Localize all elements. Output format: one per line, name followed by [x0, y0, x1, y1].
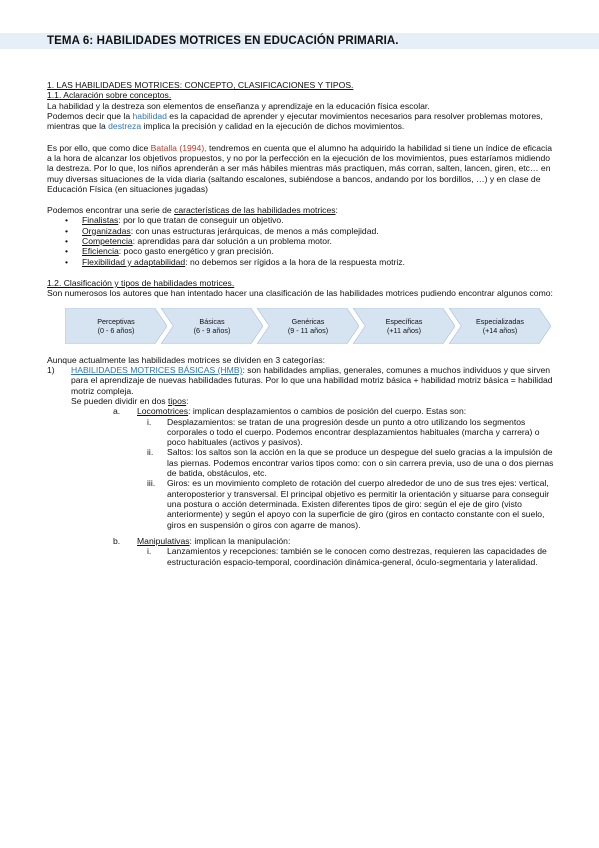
list-item	[47, 447, 555, 478]
text-run: Podemos encontrar una serie de	[47, 205, 175, 216]
characteristics-list	[47, 215, 555, 267]
list-item	[65, 236, 555, 246]
subsection-heading-1-2: 1.2. Clasificación y tipos de habilidades motrices.	[47, 278, 235, 288]
list-letter: a.	[113, 406, 121, 417]
list-term: Eficiencia	[82, 246, 119, 257]
term-manipulativas: Manipulativas	[137, 535, 190, 546]
stage-name: Especializadas	[476, 316, 524, 326]
subsection-heading-1-1: 1.1. Aclaración sobre conceptos.	[47, 90, 172, 101]
citation-batalla: Batalla (1994),	[150, 142, 207, 153]
list-letter: b.	[113, 535, 121, 546]
list-term: Organizadas	[82, 225, 131, 236]
list-item	[65, 257, 555, 267]
stage-name: Perceptivas	[97, 316, 135, 326]
stage-name: Genéricas	[291, 316, 325, 326]
list-item	[47, 546, 555, 567]
stage-age: (+14 años)	[482, 325, 518, 335]
section-heading: 1. LAS HABILIDADES MOTRICES: CONCEPTO, CLASIFICACIONES Y TIPOS.	[47, 80, 354, 90]
category-hmb	[47, 365, 555, 406]
text-run: es la capacidad de aprender y ejecutar movimientos necesarios para resolver problemas motores, mientras que la	[47, 110, 543, 132]
stage-arrow	[257, 308, 359, 344]
term-locomotrices: Locomotrices	[137, 406, 189, 417]
paragraph-3	[47, 143, 555, 195]
text-run: : implican la manipulación:	[189, 535, 291, 546]
list-text: Desplazamientos: se tratan de una progresión desde un punto a otro utilizando los segmentos corporales o todo el cuerpo. Podemos encontrar desplazamientos habituales (marcha y carrera) o poco habituales (activos y pasivos).	[167, 416, 540, 448]
list-term: Flexibilidad y adaptabilidad	[82, 256, 186, 267]
stage-age: (+11 años)	[386, 325, 421, 335]
list-item	[65, 246, 555, 256]
stage-arrow	[353, 308, 455, 344]
stage-name: Básicas	[199, 316, 225, 326]
paragraph-1: La habilidad y la destreza son elementos de enseñanza y aprendizaje en la educación física escolar.	[47, 100, 430, 111]
document-title: TEMA 6: HABILIDADES MOTRICES EN EDUCACIÓN PRIMARIA.	[47, 35, 399, 47]
list-desc: : no debemos ser rígidos a la hora de la respuesta motriz.	[185, 256, 405, 267]
stage-arrow	[449, 308, 551, 344]
list-term: Finalistas	[82, 215, 119, 226]
list-roman: i.	[147, 546, 152, 557]
paragraph-4	[47, 205, 555, 215]
text-run: :	[335, 205, 338, 216]
list-text: Saltos: los saltos son la acción en la que se produce un despegue del suelo gracias a la impulsión de las piernas. Podemos encontrar varios tipos como: con o sin carrera previa, uso de una o dos piernas de batida, obstáculos, etc.	[167, 447, 554, 479]
list-roman: iii.	[147, 478, 156, 489]
list-text: Giros: es un movimiento completo de rotación del cuerpo alrededor de uno de sus tres ejes: vertical, anteroposterior y transversal. El principal objetivo es permitir la orientación y situarse para conseguir una postura o acción determinada. Existen diferentes tipos de giro: según el eje de giro (visto anteriormente) y según el apoyo con la superficie de giro (giros en contacto constante con el suelo, giros en suspensión o giros con agarre de manos).	[167, 478, 550, 530]
list-item	[65, 215, 555, 225]
paragraph-6: Aunque actualmente las habilidades motrices se dividen en 3 categorías:	[47, 354, 326, 365]
paragraph-5: Son numerosos los autores que han intentado hacer una clasificación de las habilidades motrices pudiendo encontrar algunos como:	[47, 288, 553, 299]
stage-arrow	[161, 308, 263, 344]
text-run: : son habilidades amplias, generales, comunes a muchos individuos y que sirven para el aprendizaje de nuevas habilidades futuras. Por lo que una habilidad motriz básica + habilidad motriz básica = habilidad motriz compleja.	[71, 364, 553, 396]
list-roman: ii.	[147, 447, 154, 458]
text-run: : implican desplazamientos o cambios de posición del cuerpo. Estas son:	[188, 406, 467, 417]
stage-name: Específicas	[385, 316, 423, 326]
term-destreza: destreza	[108, 121, 142, 132]
list-desc: : aprendidas para dar solución a un problema motor.	[132, 236, 332, 247]
text-run: tendremos en cuenta que el alumno ha adquirido la habilidad si tiene un índice de eficacia a la hora de alcanzar los objetivos propuestos, y no por la perfección en la ejecución de los movimientos, pues estaríamos midiendo la destreza. Por lo que, los niños aprenderán a ser más hábiles mientras más practiquen, más corran, salten, lancen, giren, etc… en muy diversas situaciones de la vida diaria (saltando escalones, subiéndose a bancos, andando por los bordillos, …) y en clase de Educación Física (en situaciones jugadas)	[47, 142, 552, 194]
list-item	[47, 478, 555, 530]
list-term: Competencia	[82, 236, 133, 247]
list-item	[47, 417, 555, 448]
list-desc: : poco gasto energético y gran precisión.	[118, 246, 274, 257]
list-number: 1)	[47, 364, 55, 375]
subcategory-locomotrices	[47, 406, 555, 416]
list-desc: : por lo que tratan de conseguir un objetivo.	[118, 215, 284, 226]
paragraph-2	[47, 111, 555, 132]
term-tipos: tipos	[168, 395, 187, 406]
division-line	[71, 396, 555, 406]
stage-arrow	[65, 308, 167, 344]
document-body	[47, 80, 555, 567]
term-hmb: HABILIDADES MOTRICES BÁSICAS (HMB)	[71, 364, 243, 375]
text-run: Se pueden dividir en dos	[71, 395, 168, 406]
list-item	[65, 226, 555, 236]
stage-age: (6 - 9 años)	[193, 325, 231, 335]
term-habilidad: habilidad	[132, 110, 167, 121]
stages-diagram	[65, 308, 545, 344]
characteristics-link: características de las habilidades motrices	[174, 205, 336, 216]
text-run: Podemos decir que la	[47, 110, 133, 121]
list-roman: i.	[147, 416, 152, 427]
text-run: :	[186, 395, 189, 406]
text-run: implica la precisión y calidad en la ejecución de dichos movimientos.	[141, 121, 405, 132]
list-desc: : con unas estructuras jerárquicas, de menos a más complejidad.	[130, 225, 379, 236]
text-run: Es por ello, que como dice	[47, 142, 151, 153]
list-text: Lanzamientos y recepciones: también se le conocen como destrezas, requieren las capacidades de estructuración espacio-temporal, coordinación dinámica-general, óculo-segmentaria y lateralidad.	[167, 546, 547, 567]
subcategory-manipulativas	[47, 536, 555, 546]
stage-age: (0 - 6 años)	[97, 325, 135, 335]
stage-age: (9 - 11 años)	[287, 325, 329, 335]
